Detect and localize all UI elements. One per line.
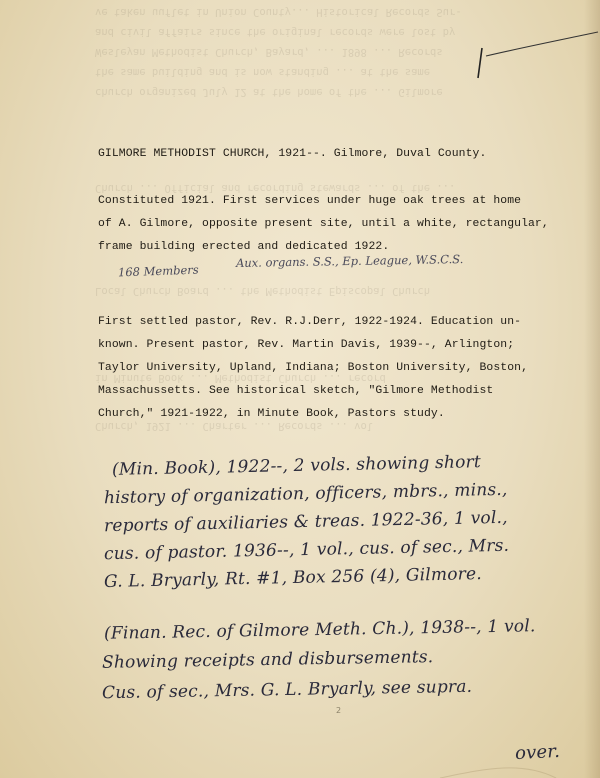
finance-record-note: Cus. of sec., Mrs. G. L. Bryarly, see supra. [101, 676, 473, 704]
pastor-line: Massachussetts. See historical sketch, "Gilmore Methodist [98, 385, 494, 397]
bleed-through-line: ve taken uuflet in Union County... Historical Records Sur- [95, 6, 462, 18]
organizations-annotation: Aux. organs. S.S., Ep. League, W.S.C.S. [235, 252, 464, 270]
pastor-line: Taylor University, Upland, Indiana; Boston University, Boston, [98, 362, 529, 374]
finance-record-note: (Finan. Rec. of Gilmore Meth. Ch.), 1938--, 1 vol. [103, 616, 536, 644]
minute-book-note: G. L. Bryarly, Rt. #1, Box 256 (4), Gilmore. [103, 564, 483, 592]
page-number: 2 [336, 706, 342, 715]
bleed-through-line: Church ... Official and recording stewards ... of the ... [95, 182, 456, 194]
pastor-line: Church," 1921-1922, in Minute Book, Pastors study. [98, 408, 445, 420]
bleed-through-line: Local Church Board ... the Methodist Episcopal Church [95, 285, 431, 297]
members-annotation: 168 Members [117, 262, 199, 280]
minute-book-note: history of organization, officers, mbrs., mins., [103, 479, 508, 509]
bleed-through-line: church organized July 12 at the home of the ... Gilmore [95, 86, 443, 98]
over-note: over. [514, 740, 561, 765]
pastor-line: known. Present pastor, Rev. Martin Davis, 1939--, Arlington; [98, 339, 515, 351]
minute-book-note: cus. of pastor. 1936--, 1 vol., cus. of sec., Mrs. [103, 535, 510, 565]
bleed-through-line: Church, 1921 ... Charter ... Records ... vol [95, 420, 374, 432]
bleed-through-line: and civil affairs since the original records were lost by [95, 26, 456, 38]
minute-book-note: reports of auxiliaries & treas. 1922-36, 1 vol., [103, 507, 508, 537]
constituted-line: Constituted 1921. First services under huge oak trees at home [98, 195, 522, 207]
minute-book-note: (Min. Book), 1922--, 2 vols. showing short [111, 452, 482, 480]
constituted-line: of A. Gilmore, opposite present site, until a white, rectangular, [98, 218, 549, 230]
bleed-through-line: the same building and is now standing ... at the same [95, 66, 431, 78]
bleed-through-line: in Minute Book ... Methodist Church ... record [95, 372, 386, 384]
constituted-line: frame building erected and dedicated 1922. [98, 241, 390, 253]
pastor-line: First settled pastor, Rev. R.J.Derr, 1922-1924. Education un- [98, 316, 522, 328]
finance-record-note: Showing receipts and disbursements. [101, 647, 434, 673]
bleed-through-line: Wesleyan Methodist Church, Bayard, ... 1898 ... Records [95, 46, 443, 58]
page-edge-shadow [584, 0, 600, 778]
church-heading: GILMORE METHODIST CHURCH, 1921--. Gilmore, Duval County. [98, 148, 487, 160]
